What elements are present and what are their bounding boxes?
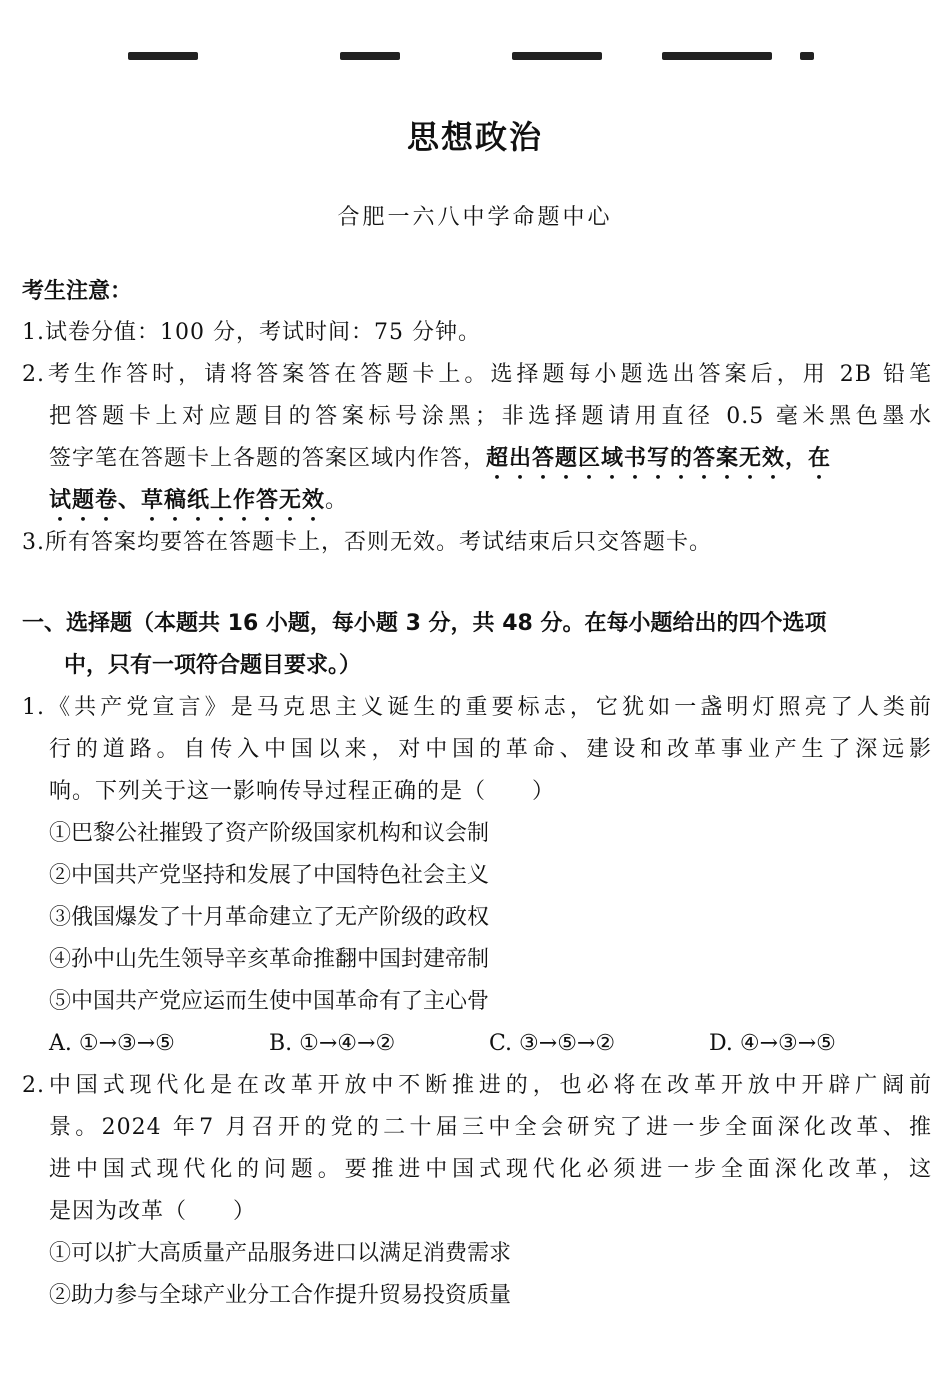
question-1 <box>22 687 932 1065</box>
exam-subtitle: 合肥一六八中学命题中心 <box>337 205 613 230</box>
cropped-header-fragments <box>0 38 950 62</box>
question-2 <box>22 1065 932 1317</box>
question-2-statement: ②助力参与全球产业分工合作提升贸易投资质量 <box>49 1283 512 1308</box>
question-2-line-1: 2.中国式现代化是在改革开放中不断推进的，也必将在改革开放中开辟广阔前 <box>22 1073 932 1098</box>
notice-heading: 考生注意： <box>22 279 133 304</box>
notice-item-3: 3.所有答案均要答在答题卡上，否则无效。考试结束后只交答题卡。 <box>22 530 712 555</box>
section-heading-line-2: 中，只有一项符合题目要求。） <box>64 653 362 678</box>
question-2-statement: ①可以扩大高质量产品服务进口以满足消费需求 <box>49 1241 512 1266</box>
question-1-statement: ④孙中山先生领导辛亥革命推翻中国封建帝制 <box>49 947 490 972</box>
notice-item-2-line-1: 2.考生作答时，请将答案答在答题卡上。选择题每小题选出答案后，用 2B 铅笔 <box>22 362 932 387</box>
question-1-statement: ①巴黎公社摧毁了资产阶级国家机构和议会制 <box>49 821 490 846</box>
notice-item-1: 1.试卷分值：100 分，考试时间：75 分钟。 <box>22 320 481 345</box>
choice-c[interactable]: C. ③→⑤→② <box>489 1031 616 1056</box>
choice-d[interactable]: D. ④→③→⑤ <box>709 1031 836 1056</box>
question-1-choices <box>22 1023 932 1065</box>
question-1-line-2: 行的道路。自传入中国以来，对中国的革命、建设和改革事业产生了深远影 <box>49 737 932 762</box>
notice-item-2-line-2: 把答题卡上对应题目的答案标号涂黑；非选择题请用直径 0.5 毫米黑色墨水 <box>49 404 932 429</box>
notice-item-2-line-3 <box>22 438 932 480</box>
section-heading-line-1: 一、选择题（本题共 16 小题，每小题 3 分，共 48 分。在每小题给出的四个选项 <box>22 611 827 636</box>
question-1-statement: ③俄国爆发了十月革命建立了无产阶级的政权 <box>49 905 490 930</box>
notice-item-2-emphasis-text: 超出答题区域书写的答案无效，在 <box>486 446 832 471</box>
question-2-line-3: 进中国式现代化的问题。要推进中国式现代化必须进一步全面深化改革，这 <box>49 1157 932 1182</box>
candidate-notice <box>22 272 932 564</box>
question-2-line-2: 景。2024 年7 月召开的党的二十届三中全会研究了进一步全面深化改革、推 <box>49 1115 932 1140</box>
exam-title: 思想政治 <box>406 118 543 156</box>
question-1-line-3: 响。下列关于这一影响传导过程正确的是（ ） <box>49 779 556 804</box>
notice-item-2-end: 。 <box>325 488 349 513</box>
question-1-line-1: 1.《共产党宣言》是马克思主义诞生的重要标志，它犹如一盏明灯照亮了人类前 <box>22 695 932 720</box>
notice-item-2-normal-text: 签字笔在答题卡上各题的答案区域内作答， <box>49 446 487 471</box>
question-1-statement: ⑤中国共产党应运而生使中国革命有了主心骨 <box>49 989 490 1014</box>
choice-b[interactable]: B. ①→④→② <box>269 1031 396 1056</box>
choice-a[interactable]: A. ①→③→⑤ <box>49 1031 175 1056</box>
question-1-statement: ②中国共产党坚持和发展了中国特色社会主义 <box>49 863 490 888</box>
question-2-line-4: 是因为改革（ ） <box>49 1199 257 1224</box>
notice-item-2-emphasis-text-2: 试题卷、草稿纸上作答无效 <box>49 488 326 513</box>
section-multiple-choice <box>22 603 932 1317</box>
notice-item-2-line-4 <box>22 480 932 522</box>
